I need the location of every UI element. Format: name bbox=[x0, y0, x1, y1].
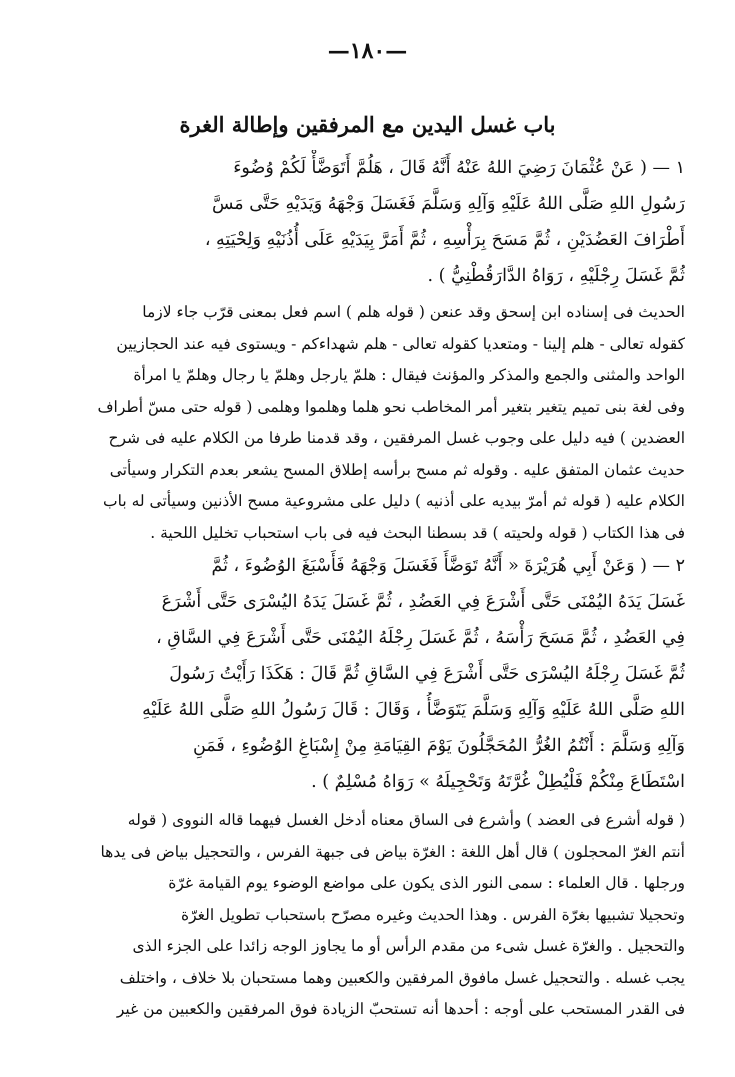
commentary-2-line: فى القدر المستحب على أوجه : أحدها أنه تستحبّ الزيادة فوق المرفقين والكعبين من غير bbox=[116, 1000, 685, 1018]
hadith-1 bbox=[35, 150, 685, 294]
commentary-2 bbox=[35, 805, 685, 1026]
hadith-2-line: اللهِ صَلَّى اللهُ عَلَيْهِ وَآلِهِ وَسَلَّمَ يَتَوَضَّأُ ، وَقَالَ : قَالَ رَسُولُ اللهِ صَلَّى اللهُ عَلَيْهِ bbox=[142, 700, 685, 720]
commentary-1-line: الكلام عليه ( قوله ثم أمرّ بيديه على أذنيه ) دليل على مشروعية مسح الأذنين وسيأتى له باب bbox=[103, 492, 685, 510]
commentary-2-line: أنتم الغرّ المحجلون ) قال أهل اللغة : الغرّة بياض فى جبهة الفرس ، والتحجيل بياض فى يدها bbox=[100, 842, 685, 861]
hadith-2-line: فِي العَضُدِ ، ثُمَّ مَسَحَ رَأْسَهُ ، ثُمَّ غَسَلَ رِجْلَهُ اليُمْنَى حَتَّى أَشْرَعَ فِي السَّاقِ ، bbox=[156, 628, 685, 648]
commentary-1-line: العضدين ) فيه دليل على وجوب غسل المرفقين ، وقد قدمنا طرفا من الكلام عليه فى شرح bbox=[108, 429, 685, 447]
hadith-2-line: اسْتَطَاعَ مِنْكُمْ فَلْيُطِلْ غُرَّتَهُ وَتَحْجِيلَهُ » رَوَاهُ مُسْلِمٌ ) . bbox=[311, 772, 685, 792]
hadith-1-line: أَطْرَافَ العَضُدَيْنِ ، ثُمَّ مَسَحَ بِرَأْسِهِ ، ثُمَّ أَمَرَّ بِيَدَيْهِ عَلَى أُذُنَيْهِ وَلِحْيَتِهِ ، bbox=[204, 230, 685, 250]
commentary-2-line: والتحجيل . والغرّة غسل شىء من مقدم الرأس أو ما يجاوز الوجه زائدا على الجزء الذى bbox=[132, 937, 685, 955]
commentary-1-line: فى هذا الكتاب ( قوله ولحيته ) قد بسطنا البحث فيه فى باب استحباب تخليل اللحية . bbox=[150, 523, 685, 542]
hadith-1-line: ثُمَّ غَسَلَ رِجْلَيْهِ ، رَوَاهُ الدَّارَقُطْنِيُّ ) . bbox=[427, 266, 685, 286]
page-number: —١٨٠— bbox=[327, 38, 408, 64]
commentary-1-line: الحديث فى إسناده ابن إسحق وقد عنعن ( قوله هلم ) اسم فعل بمعنى قرّب جاء لازما bbox=[142, 303, 685, 321]
commentary-2-line: ( قوله أشرع فى العضد ) وأشرع فى الساق معناه أدخل الغسل فيهما قاله النووى ( قوله bbox=[127, 811, 685, 829]
hadith-1-line: ١ — ( عَنْ عُثْمَانَ رَضِيَ اللهُ عَنْهُ أَنَّهُ قَالَ ، هَلُمَّ أَتَوَضَّأْ لَكُمْ وُضُوءَ bbox=[233, 158, 685, 178]
commentary-1-line: وفى لغة بنى تميم يتغير بتغير أمر المخاطب نحو هلما وهلموا وهلمى ( قوله حتى مسّ أطراف bbox=[97, 397, 685, 416]
hadith-2-line: وَآلِهِ وَسَلَّمَ : أَنْتُمُ الغُرُّ المُحَجَّلُونَ يَوْمَ القِيَامَةِ مِنْ إِسْبَاغِ الوُضُوءِ ، فَمَنِ bbox=[192, 736, 685, 756]
commentary-2-line: يجب غسله . والتحجيل غسل مافوق المرفقين والكعبين وهما مستحبان بلا خلاف ، واختلف bbox=[119, 968, 685, 987]
hadith-1-line: رَسُولِ اللهِ صَلَّى اللهُ عَلَيْهِ وَآلِهِ وَسَلَّمَ فَغَسَلَ وَجْهَهُ وَيَدَيْهِ حَتَّى مَسَّ bbox=[211, 194, 685, 214]
commentary-1-line: كقوله تعالى - هلم إلينا - ومتعديا كقوله تعالى - هلم شهداءكم - ويستوى فيه عند الحجازيين bbox=[116, 334, 685, 353]
commentary-2-line: ورجلها . قال العلماء : سمى النور الذى يكون على مواضع الوضوء يوم القيامة غرّة bbox=[168, 874, 685, 892]
commentary-2-line: وتحجيلا تشبيها بغرّة الفرس . وهذا الحديث وغيره مصرّح باستحباب تطويل الغرّة bbox=[180, 905, 685, 924]
chapter-title: باب غسل اليدين مع المرفقين وإطالة الغرة bbox=[179, 112, 556, 137]
hadith-2 bbox=[35, 548, 685, 800]
hadith-2-line: ٢ — ( وَعَنْ أَبِي هُرَيْرَةَ « أَنَّهُ تَوَضَّأَ فَغَسَلَ وَجْهَهُ فَأَسْبَغَ الوُضُوءَ ، ثُمَّ bbox=[211, 556, 685, 576]
hadith-2-line: ثُمَّ غَسَلَ رِجْلَهُ اليُسْرَى حَتَّى أَشْرَعَ فِي السَّاقِ ثُمَّ قَالَ : هَكَذَا رَأَيْتُ رَسُولَ bbox=[169, 664, 685, 684]
commentary-1-line: حديث عثمان المتفق عليه . وقوله ثم مسح برأسه إطلاق المسح يشعر بعدم التكرار وسيأتى bbox=[109, 460, 685, 479]
commentary-1-line: الواحد والمثنى والجمع والمذكر والمؤنث فيقال : هلمّ يارجل وهلمّ يا رجال وهلمّ يا امرأة bbox=[133, 366, 685, 384]
hadith-2-line: غَسَلَ يَدَهُ اليُمْنَى حَتَّى أَشْرَعَ فِي العَضُدِ ، ثُمَّ غَسَلَ يَدَهُ اليُسْرَى حَتَّى أَشْرَعَ bbox=[161, 592, 685, 612]
commentary-1 bbox=[35, 297, 685, 549]
